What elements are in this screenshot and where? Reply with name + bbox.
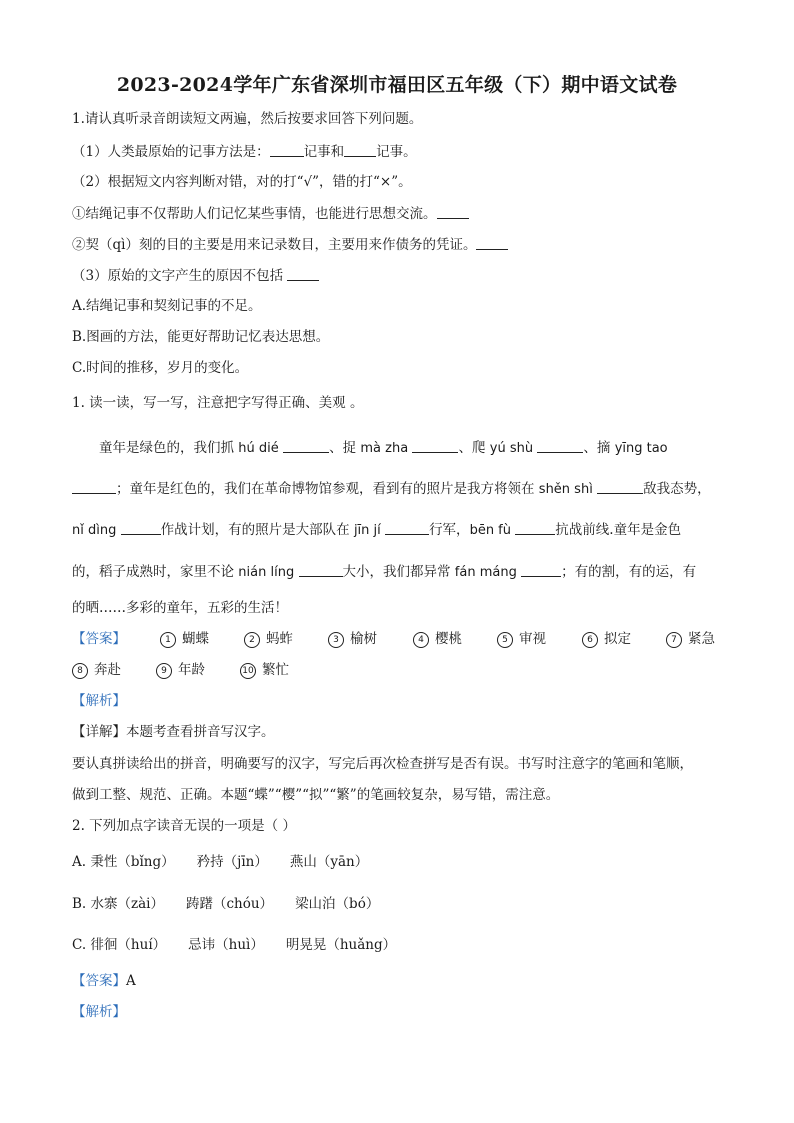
answer-label: 【答案】 (72, 631, 126, 647)
detail-line-2: 要认真拼读给出的拼音，明确要写的汉字，写完后再次检查拼写是否有误。书写时注意字的笔画和笔顺， (72, 756, 693, 772)
q1-statement-2: ②契（qì）刻的目的主要是用来记录数目，主要用来作债务的凭证。 (72, 235, 508, 254)
answer-blank[interactable] (385, 520, 429, 535)
q2-answer-row-2 (72, 661, 722, 679)
answer-item: 4 樱桃 (413, 630, 462, 648)
answer-blank[interactable] (287, 266, 319, 281)
q3-answer: 【答案】A (72, 973, 136, 989)
answer-item: 7 紧急 (666, 630, 715, 648)
q2-answer-row-1 (72, 630, 722, 648)
answer-item: 1 蝴蝶 (160, 630, 209, 648)
q1-option-a: A.结绳记事和契刻记事的不足。 (72, 298, 262, 314)
detail-line-1: 【详解】本题考查看拼音写汉字。 (72, 724, 275, 740)
answer-blank[interactable] (515, 520, 555, 535)
q2-passage-line-5: 的晒……多彩的童年，五彩的生活！ (72, 600, 288, 616)
q3-option-a: A. 秉性（bǐng） 矜持（jīn） 燕山（yān） (72, 854, 369, 870)
answer-item: 5 审视 (497, 630, 546, 648)
answer-blank[interactable] (270, 142, 304, 157)
answer-blank[interactable] (72, 479, 116, 494)
answer-blank[interactable] (597, 479, 643, 494)
q1-option-b: B.图画的方法，能更好帮助记忆表达思想。 (72, 329, 330, 345)
answer-blank[interactable] (412, 438, 458, 453)
answer-blank[interactable] (537, 438, 583, 453)
answer-blank[interactable] (521, 562, 561, 577)
answer-item: 3 榆树 (328, 630, 377, 648)
q1-statement-1: ①结绳记事不仅帮助人们记忆某些事情，也能进行思想交流。 (72, 204, 469, 223)
q2-passage-line-4: 的，稻子成熟时，家里不论 nián líng 大小，我们都异常 fán máng ；有的割，有的运，有 (72, 564, 697, 580)
q1-part1: （1）人类最原始的记事方法是： 记事和 记事。 (72, 144, 417, 160)
exam-title: 2023-2024学年广东省深圳市福田区五年级（下）期中语文试卷 (116, 74, 678, 96)
q2-stem: 1. 读一读，写一写，注意把字写得正确、美观 。 (72, 395, 364, 411)
detail-line-3: 做到工整、规范、正确。本题“蝶”“樱”“拟”“繁”的笔画较复杂，易写错，需注意。 (72, 787, 560, 803)
answer-blank[interactable] (283, 438, 329, 453)
answer-blank[interactable] (437, 204, 469, 219)
answer-item: 10 繁忙 (240, 661, 289, 679)
q2-passage-line-2: ；童年是红色的，我们在革命博物馆参观，看到有的照片是我方将领在 shěn shì 敌我态势， (72, 479, 722, 499)
q3-option-b: B. 水寨（zài） 踌躇（chóu） 梁山泊（bó） (72, 896, 380, 912)
answer-blank[interactable] (121, 520, 161, 535)
q2-passage-line-1: 童年是绿色的，我们抓 hú dié 、捉 mà zha 、爬 yú shù 、摘 yīng tao (99, 440, 668, 456)
answer-item: 9 年龄 (156, 661, 205, 679)
answer-item: 6 拟定 (582, 630, 631, 648)
analysis-label: 【解析】 (72, 693, 126, 709)
answer-blank[interactable] (299, 562, 343, 577)
q3-stem: 2. 下列加点字读音无误的一项是（ ） (72, 818, 296, 834)
answer-item: 8 奔赴 (72, 661, 121, 679)
answer-blank[interactable] (344, 142, 376, 157)
q2-passage-line-3: nǐ dìng 作战计划，有的照片是大部队在 jīn jí 行军，bēn fù 抗战前线.童年是金色 (72, 522, 682, 538)
q3-option-c: C. 徘徊（huí） 忌讳（huì） 明晃晃（huǎng） (72, 937, 397, 953)
q1-part2: （2）根据短文内容判断对错，对的打“√”，错的打“×”。 (72, 174, 412, 190)
q3-analysis-label: 【解析】 (72, 1004, 126, 1020)
answer-blank[interactable] (476, 235, 508, 250)
answer-item: 2 蚂蚱 (244, 630, 293, 648)
q1-stem: 1.请认真听录音朗读短文两遍，然后按要求回答下列问题。 (72, 111, 423, 127)
q1-option-c: C.时间的推移，岁月的变化。 (72, 360, 249, 376)
q1-part3: （3）原始的文字产生的原因不包括 (72, 266, 319, 285)
